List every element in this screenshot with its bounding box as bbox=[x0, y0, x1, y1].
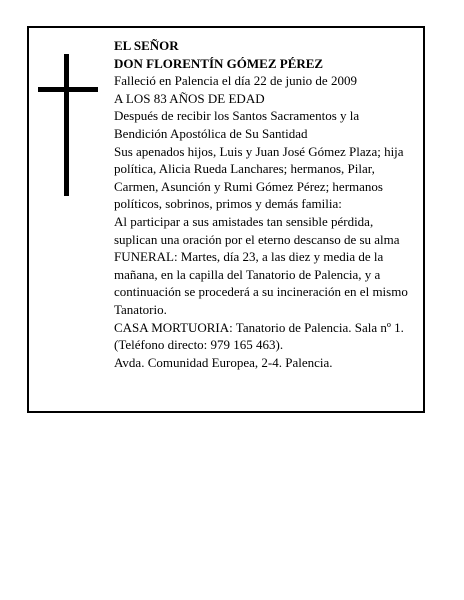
death-date-line: Falleció en Palencia el día 22 de junio de 2009 bbox=[114, 73, 357, 89]
deceased-name: DON FLORENTÍN GÓMEZ PÉREZ bbox=[114, 55, 324, 71]
cross-horizontal-bar bbox=[38, 87, 98, 92]
address-line: Avda. Comunidad Europea, 2-4. Palencia. bbox=[114, 354, 333, 370]
family-paragraph: Sus apenados hijos, Luis y Juan José Gómez Plaza; hija política, Alicia Rueda Lanchares; hermanos, Pilar, Carmen, Asunción y Rumi Gómez Pérez; hermanos políticos, sobrinos, primos y demás familia: bbox=[114, 143, 404, 212]
cross-vertical-bar bbox=[64, 54, 69, 196]
obituary-text bbox=[114, 37, 414, 371]
sacraments-paragraph: Después de recibir los Santos Sacramentos y la Bendición Apostólica de Su Santidad bbox=[114, 108, 360, 141]
mortuary-paragraph: CASA MORTUORIA: Tanatorio de Palencia. Sala nº 1. (Teléfono directo: 979 165 463). bbox=[114, 319, 404, 353]
prayer-request-paragraph: Al participar a sus amistades tan sensible pérdida, suplican una oración por el eterno descanso de su alma bbox=[114, 213, 400, 247]
age-line: A LOS 83 AÑOS DE EDAD bbox=[114, 90, 265, 106]
funeral-paragraph: FUNERAL: Martes, día 23, a las diez y media de la mañana, en la capilla del Tanatorio de Palencia, y a continuación se procederá a su incineración en el mismo Tanatorio. bbox=[114, 249, 408, 317]
notice-title: EL SEÑOR bbox=[114, 38, 179, 53]
latin-cross-icon bbox=[38, 54, 98, 196]
